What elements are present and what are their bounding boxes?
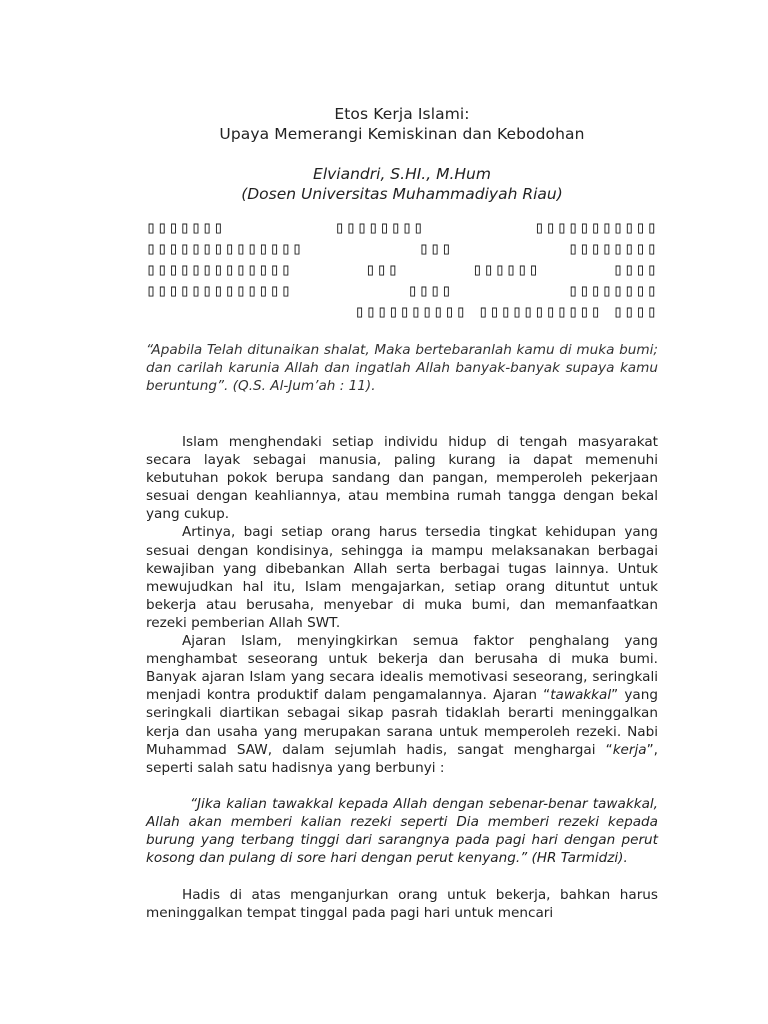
body-text xyxy=(146,433,658,777)
verse-line: ▯▯▯▯▯▯▯▯▯▯▯▯▯ ▯▯▯▯ ▯▯▯▯▯▯▯▯ xyxy=(146,281,658,301)
hadith-quote: “Jika kalian tawakkal kepada Allah dengan sebenar-benar tawakkal, Allah akan memberi kalian rezeki seperti Dia memberi rezeki kepada burung yang terbang tinggi dari sarangnya pada pagi hari dengan perut kosong dan pulang di sore hari dengan perut kenyang.” (HR Tarmidzi). xyxy=(146,795,658,867)
title-line-2: Upaya Memerangi Kemiskinan dan Kebodohan xyxy=(219,125,585,143)
emphasis-kerja: kerja xyxy=(612,741,647,758)
document-title xyxy=(146,104,658,144)
verse-line: ▯▯▯▯▯▯▯▯▯▯▯▯▯ ▯▯▯ ▯▯▯▯▯▯ ▯▯▯▯ xyxy=(146,260,658,280)
paragraph: Islam menghendaki setiap individu hidup di tengah masyarakat secara layak sebagai manusia, paling kurang ia dapat memenuhi kebutuhan pokok berupa sandang dan pangan, memperoleh pekerjaan sesuai dengan keahliannya, atau membina rumah tangga dengan bekal yang cukup. xyxy=(146,434,658,523)
author-block xyxy=(146,164,658,204)
verse-line: ▯▯▯▯▯▯▯▯▯▯ ▯▯▯▯▯▯▯▯▯▯▯ ▯▯▯▯ xyxy=(354,302,658,322)
closing-paragraph: Hadis di atas menganjurkan orang untuk bekerja, bahkan harus meninggalkan tempat tinggal pada pagi hari untuk mencari xyxy=(146,886,658,921)
verse-line: ▯▯▯▯▯▯▯ ▯▯▯▯▯▯▯▯ ▯▯▯▯▯▯▯▯▯▯▯ xyxy=(146,218,658,238)
paragraph xyxy=(146,632,658,777)
author-name: Elviandri, S.HI., M.Hum xyxy=(313,165,491,183)
author-affiliation: (Dosen Universitas Muhammadiyah Riau) xyxy=(241,185,563,203)
paragraph-text: ” yang seringkali diartikan sebagai sikap pasrah tidaklah berarti meninggalkan kerja dan usaha yang merupakan sarana untuk memperoleh rezeki. Nabi Muhammad SAW, dalam sejumlah hadis, sangat menghargai “ xyxy=(146,687,659,758)
verse-translation: “Apabila Telah ditunaikan shalat, Maka bertebaranlah kamu di muka bumi; dan carilah karunia Allah dan ingatlah Allah banyak-banyak supaya kamu beruntung”. (Q.S. Al-Jum’ah : 11). xyxy=(146,342,658,394)
verse-line: ▯▯▯▯▯▯▯▯▯▯▯▯▯▯ ▯▯▯ ▯▯▯▯▯▯▯▯ xyxy=(146,239,658,259)
quran-verse xyxy=(146,218,658,323)
document-page xyxy=(146,104,658,922)
title-line-1: Etos Kerja Islami: xyxy=(334,105,470,123)
paragraph: Artinya, bagi setiap orang harus tersedia tingkat kehidupan yang sesuai dengan kondisinya, sehingga ia mampu melaksanakan berbagai kewajiban yang dibebankan Allah serta berbagai tugas lainnya. Untuk mewujudkan hal itu, Islam mengajarkan, setiap orang dituntut untuk bekerja atau berusaha, menyebar di muka bumi, dan memanfaatkan rezeki pemberian Allah SWT. xyxy=(146,524,658,631)
emphasis-tawakkal: tawakkal xyxy=(550,687,612,704)
paragraph-text: ”, seperti salah satu hadisnya yang berbunyi : xyxy=(146,741,658,776)
paragraph-text: Ajaran Islam, menyingkirkan semua faktor penghalang yang menghambat seseorang untuk bekerja dan berusaha di muka bumi. Banyak ajaran Islam yang secara idealis memotivasi seseorang, seringkali menjadi kontra produktif dalam pengamalannya. Ajaran “ xyxy=(146,633,658,704)
